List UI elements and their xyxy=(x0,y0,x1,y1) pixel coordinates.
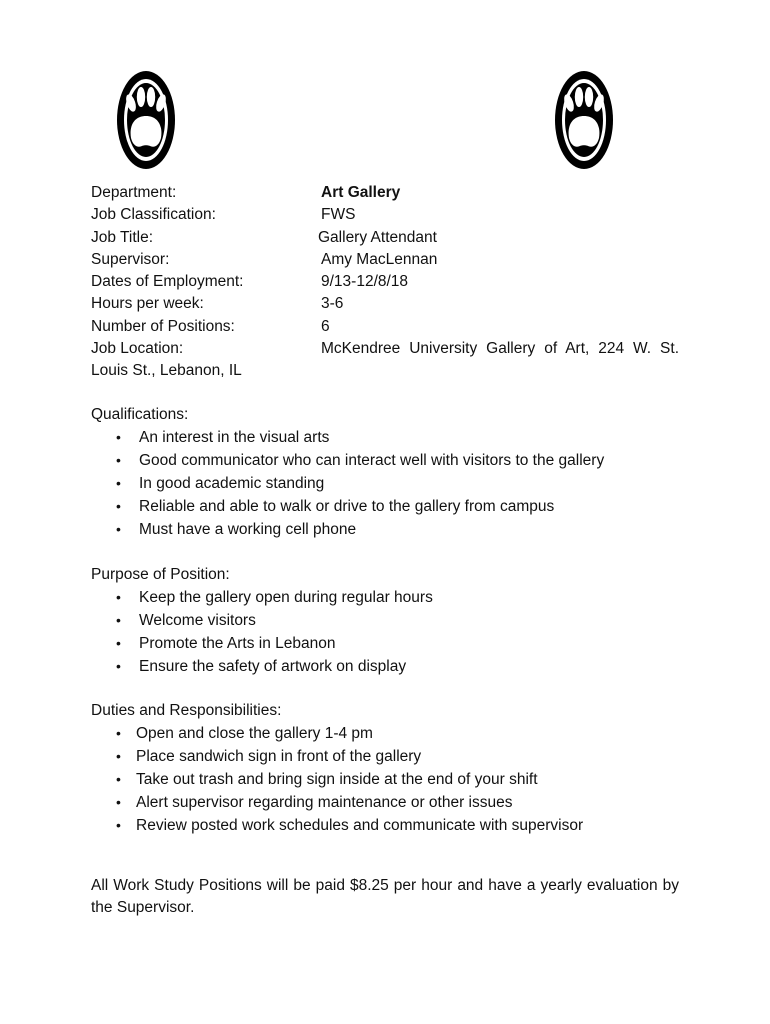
duties-list xyxy=(91,722,691,837)
bullet-icon: • xyxy=(116,794,121,810)
bullet-icon: • xyxy=(116,612,121,628)
qualifications-section xyxy=(91,403,691,541)
list-item xyxy=(91,814,691,837)
list-item-text: Alert supervisor regarding maintenance or other issues xyxy=(136,794,513,811)
field-label: Hours per week: xyxy=(91,295,204,313)
closing-paragraph: All Work Study Positions will be paid $8.25 per hour and have a yearly evaluation by the Supervisor. xyxy=(91,876,679,916)
list-item xyxy=(91,722,691,745)
bullet-icon: • xyxy=(116,429,121,445)
list-item xyxy=(91,745,691,768)
field-department xyxy=(91,182,691,204)
field-value: 9/13-12/8/18 xyxy=(321,273,409,291)
job-details xyxy=(91,182,691,380)
field-dates-of-employment xyxy=(91,271,691,293)
list-item-text: Must have a working cell phone xyxy=(139,521,357,538)
bullet-icon: • xyxy=(116,635,121,651)
list-item-text: Open and close the gallery 1-4 pm xyxy=(136,725,373,742)
bullet-icon: • xyxy=(116,658,121,674)
duties-section xyxy=(91,699,691,837)
list-item-text: In good academic standing xyxy=(139,475,325,492)
purpose-section xyxy=(91,563,691,678)
list-item xyxy=(91,518,691,541)
field-value: Art Gallery xyxy=(321,184,401,201)
field-label: Number of Positions: xyxy=(91,317,235,335)
field-label: Job Title: xyxy=(91,228,154,246)
list-item xyxy=(91,768,691,791)
field-value-continuation: Louis St., Lebanon, IL xyxy=(91,362,242,380)
bullet-icon: • xyxy=(116,725,121,741)
bullet-icon: • xyxy=(116,589,121,605)
field-value: Amy MacLennan xyxy=(321,250,438,268)
field-value: FWS xyxy=(321,206,356,224)
list-item xyxy=(91,586,691,609)
list-item-text: Welcome visitors xyxy=(139,612,256,629)
bullet-icon: • xyxy=(116,771,121,787)
bullet-icon: • xyxy=(116,452,121,468)
bullet-icon: • xyxy=(116,817,121,833)
list-item-text: Take out trash and bring sign inside at the end of your shift xyxy=(136,771,538,788)
list-item-text: Place sandwich sign in front of the gallery xyxy=(136,748,422,765)
paw-print-icon xyxy=(554,70,614,170)
bullet-icon: • xyxy=(116,748,121,764)
list-item-text: Keep the gallery open during regular hours xyxy=(139,589,433,606)
purpose-list xyxy=(91,586,691,678)
section-heading: Qualifications: xyxy=(91,406,189,423)
list-item-text: An interest in the visual arts xyxy=(139,429,330,446)
field-value: McKendree University Gallery of Art, 224 W. St. xyxy=(321,340,679,358)
list-item-text: Reliable and able to walk or drive to the gallery from campus xyxy=(139,498,555,515)
qualifications-list xyxy=(91,426,691,541)
field-job-title xyxy=(91,227,691,249)
list-item-text: Good communicator who can interact well with visitors to the gallery xyxy=(139,452,605,469)
list-item xyxy=(91,632,691,655)
field-supervisor xyxy=(91,249,691,271)
list-item-text: Ensure the safety of artwork on display xyxy=(139,658,407,675)
field-label: Dates of Employment: xyxy=(91,273,244,291)
field-label: Department: xyxy=(91,184,177,201)
list-item xyxy=(91,449,691,472)
field-label: Job Classification: xyxy=(91,206,216,224)
field-label: Job Location: xyxy=(91,340,184,358)
list-item xyxy=(91,791,691,814)
section-heading: Purpose of Position: xyxy=(91,566,230,583)
list-item xyxy=(91,495,691,518)
field-job-classification xyxy=(91,204,691,226)
bullet-icon: • xyxy=(116,521,121,537)
field-value: Gallery Attendant xyxy=(318,228,437,246)
field-hours-per-week xyxy=(91,293,691,315)
field-value: 3-6 xyxy=(321,295,344,313)
field-value: 6 xyxy=(321,317,330,335)
paw-print-logo-right xyxy=(554,70,614,175)
bullet-icon: • xyxy=(116,475,121,491)
list-item-text: Promote the Arts in Lebanon xyxy=(139,635,336,652)
field-job-location xyxy=(91,338,691,380)
bullet-icon: • xyxy=(116,498,121,514)
section-heading: Duties and Responsibilities: xyxy=(91,702,282,719)
list-item xyxy=(91,609,691,632)
paw-print-logo-left xyxy=(116,70,176,175)
field-number-of-positions xyxy=(91,316,691,338)
list-item xyxy=(91,655,691,678)
list-item xyxy=(91,472,691,495)
list-item xyxy=(91,426,691,449)
field-label: Supervisor: xyxy=(91,250,170,268)
list-item-text: Review posted work schedules and communicate with supervisor xyxy=(136,817,584,834)
paw-print-icon xyxy=(116,70,176,170)
